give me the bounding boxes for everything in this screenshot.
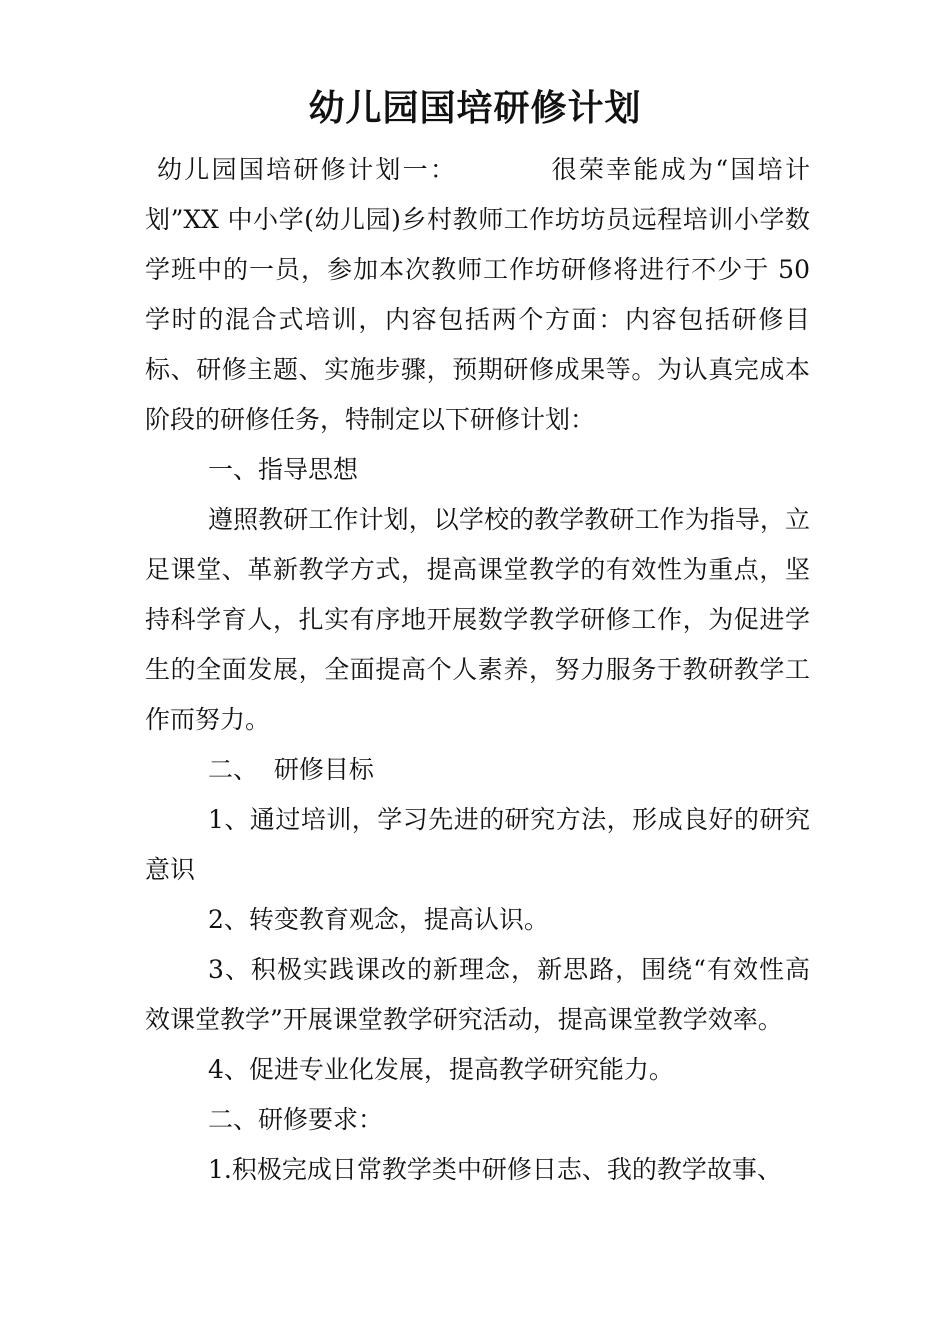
- paragraph-intro-text: 很荣幸能成为“国培计划”XX 中小学(幼儿园)乡村教师工作坊坊员远程培训小学数学班中的一员，参加本次教师工作坊研修将进行不少于 50 学时的混合式培训，内容包括两个方面：内容包括研修目标、研修主题、实施步骤，预期研修成果等。为认真完成本阶段的研修任务，特制定以下研修计划：: [145, 155, 810, 434]
- list-item-goal-1: 1、通过培训，学习先进的研究方法，形成良好的研究意识: [145, 805, 810, 884]
- section-heading-goals: 二、 研修目标: [208, 755, 374, 784]
- intro-label: 幼儿园国培研修计划一：: [157, 155, 458, 184]
- list-item-goal-4: 4、促进专业化发展，提高教学研究能力。: [208, 1055, 674, 1084]
- paragraph-guiding-thought: 遵照教研工作计划，以学校的教学教研工作为指导，立足课堂、革新教学方式，提高课堂教学的有效性为重点，坚持科学育人，扎实有序地开展数学教学研修工作，为促进学生的全面发展，全面提高个人素养，努力服务于教研教学工作而努力。: [145, 505, 810, 734]
- document-body: [145, 145, 810, 1195]
- list-item-goal-2: 2、转变教育观念，提高认识。: [208, 905, 549, 934]
- document-title: 幼儿园国培研修计划: [308, 88, 642, 129]
- list-item-requirement-1: 1.积极完成日常教学类中研修日志、我的教学故事、: [208, 1155, 782, 1184]
- section-heading-guiding-thought: 一、指导思想: [208, 455, 359, 484]
- section-heading-requirements: 二、研修要求：: [208, 1105, 384, 1134]
- intro-paragraph: [145, 145, 810, 445]
- list-item-goal-3: 3、积极实践课改的新理念，新思路，围绕“有效性高效课堂教学”开展课堂教学研究活动，提高课堂教学效率。: [145, 955, 810, 1034]
